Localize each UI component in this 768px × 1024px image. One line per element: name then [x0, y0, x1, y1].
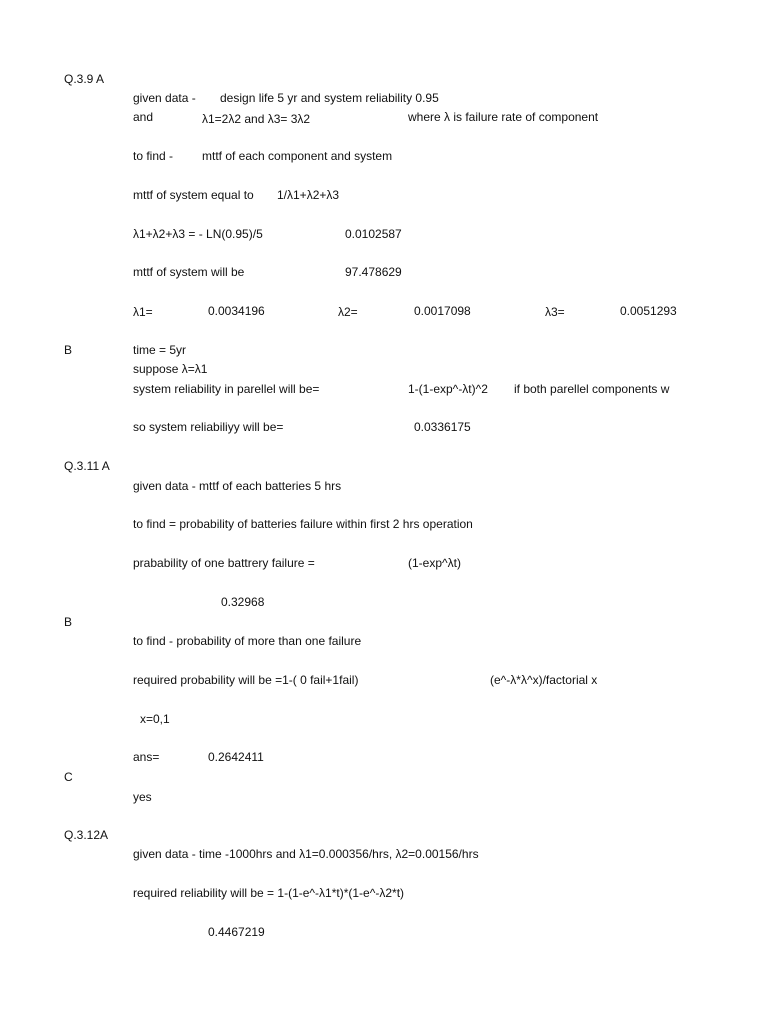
- q312-result: 0.4467219: [208, 925, 265, 939]
- q311b-ans-value: 0.2642411: [208, 750, 264, 764]
- q39-lambda2-label: λ2=: [338, 305, 358, 319]
- q39-mttf-formula-label: mttf of system equal to: [133, 188, 254, 202]
- q39b-parallel-formula: 1-(1-exp^-λt)^2: [408, 382, 488, 396]
- q311b-label: B: [64, 615, 73, 629]
- q311-prob-label: prabability of one battrery failure =: [133, 556, 315, 570]
- q39-given-value: design life 5 yr and system reliability 0.95: [220, 91, 439, 105]
- q312-given: given data - time -1000hrs and λ1=0.000356/hrs, λ2=0.00156/hrs: [133, 847, 479, 861]
- q39-given-label: given data -: [133, 91, 196, 105]
- q311-to-find: to find = probability of batteries failure within first 2 hrs operation: [133, 517, 473, 531]
- q39b-result-label: so system reliabiliyy will be=: [133, 420, 284, 434]
- q311c-answer: yes: [133, 790, 152, 804]
- q39b-parallel-note: if both parellel components w: [514, 382, 670, 396]
- q39-lambda-relation: λ1=2λ2 and λ3= 3λ2: [202, 112, 311, 126]
- q39-lambda3-value: 0.0051293: [620, 304, 677, 318]
- q311-prob-value: 0.32968: [221, 595, 265, 609]
- q311b-ans-label: ans=: [133, 750, 160, 764]
- q39-mttf-formula: 1/λ1+λ2+λ3: [277, 188, 340, 202]
- q39-lambda1-value: 0.0034196: [208, 304, 265, 318]
- q39-lambda1-label: λ1=: [133, 305, 153, 319]
- q311b-poisson: (e^-λ*λ^x)/factorial x: [490, 673, 598, 687]
- q312-label: Q.3.12A: [64, 828, 109, 842]
- q311b-required: required probability will be =1-( 0 fail+1fail): [133, 673, 359, 687]
- q39b-suppose: suppose λ=λ1: [133, 362, 208, 376]
- q311-given: given data - mttf of each batteries 5 hrs: [133, 479, 342, 493]
- q39-to-find-value: mttf of each component and system: [202, 149, 393, 163]
- q311b-to-find: to find - probability of more than one failure: [133, 634, 362, 648]
- q39-mttf-result: 97.478629: [345, 265, 402, 279]
- q311-prob-formula: (1-exp^λt): [408, 556, 461, 570]
- q39-label: Q.3.9 A: [64, 72, 105, 86]
- q311c-label: C: [64, 770, 73, 784]
- q39-where-note: where λ is failure rate of component: [408, 110, 599, 124]
- q39-sum-value: 0.0102587: [345, 227, 402, 241]
- q39-mttf-result-label: mttf of system will be: [133, 265, 245, 279]
- q39b-parallel-label: system reliability in parellel will be=: [133, 382, 320, 396]
- q39b-label: B: [64, 343, 73, 357]
- q39-to-find-label: to find -: [133, 149, 174, 163]
- q39b-time: time = 5yr: [133, 343, 187, 357]
- q39-lambda2-value: 0.0017098: [414, 304, 471, 318]
- q312-required: required reliability will be = 1-(1-e^-λ1*t)*(1-e^-λ2*t): [133, 886, 405, 900]
- q39b-result-value: 0.0336175: [414, 420, 471, 434]
- q39-lambda3-label: λ3=: [545, 305, 565, 319]
- q311b-x-values: x=0,1: [140, 712, 170, 726]
- q39-and-label: and: [133, 110, 154, 124]
- q311-label: Q.3.11 A: [64, 459, 110, 473]
- q39-sum-formula: λ1+λ2+λ3 = - LN(0.95)/5: [133, 227, 263, 241]
